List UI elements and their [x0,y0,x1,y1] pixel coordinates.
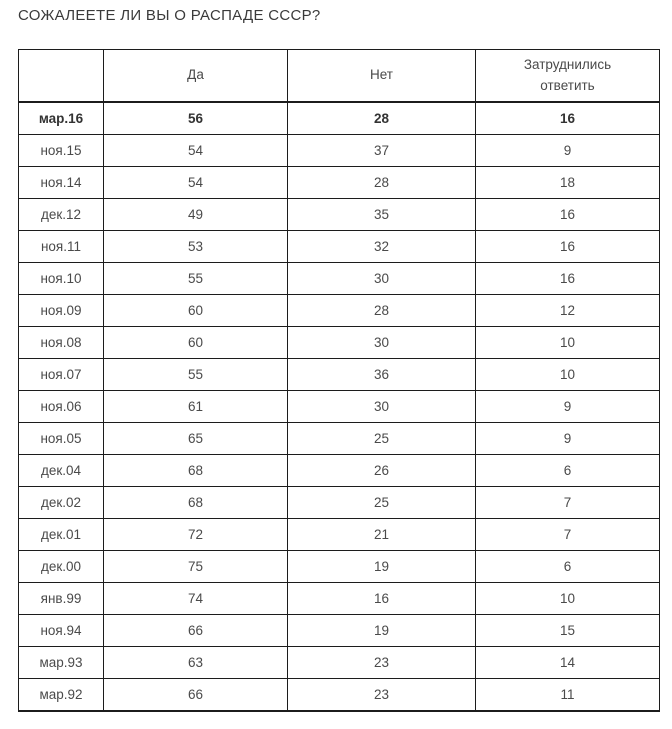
cell-value: 28 [288,102,476,135]
row-label: мар.93 [19,647,104,679]
table-header-row [19,50,660,103]
cell-value: 54 [104,135,288,167]
cell-value: 30 [288,263,476,295]
column-header-no: Нет [288,50,476,103]
cell-value: 14 [476,647,660,679]
table-row [19,647,660,679]
cell-value: 66 [104,679,288,712]
table-row [19,519,660,551]
table-row [19,199,660,231]
cell-value: 55 [104,263,288,295]
cell-value: 7 [476,519,660,551]
poll-results-table [18,49,660,712]
cell-value: 18 [476,167,660,199]
column-header-undecided [476,50,660,103]
cell-value: 16 [476,263,660,295]
row-label: ноя.15 [19,135,104,167]
table-row [19,295,660,327]
cell-value: 12 [476,295,660,327]
row-label: ноя.07 [19,359,104,391]
row-label: ноя.09 [19,295,104,327]
cell-value: 30 [288,391,476,423]
row-label: янв.99 [19,583,104,615]
row-label: ноя.10 [19,263,104,295]
cell-value: 72 [104,519,288,551]
cell-value: 16 [476,231,660,263]
table-row [19,359,660,391]
cell-value: 9 [476,391,660,423]
row-label: дек.12 [19,199,104,231]
row-label: мар.16 [19,102,104,135]
cell-value: 32 [288,231,476,263]
cell-value: 26 [288,455,476,487]
cell-value: 25 [288,423,476,455]
table-row [19,102,660,135]
cell-value: 66 [104,615,288,647]
cell-value: 16 [476,102,660,135]
cell-value: 19 [288,551,476,583]
row-label: ноя.11 [19,231,104,263]
cell-value: 53 [104,231,288,263]
row-label: ноя.14 [19,167,104,199]
cell-value: 68 [104,455,288,487]
row-label: ноя.05 [19,423,104,455]
cell-value: 55 [104,359,288,391]
cell-value: 23 [288,647,476,679]
cell-value: 35 [288,199,476,231]
table-row [19,679,660,712]
table-row [19,231,660,263]
cell-value: 6 [476,455,660,487]
cell-value: 61 [104,391,288,423]
table-row [19,455,660,487]
cell-value: 60 [104,327,288,359]
cell-value: 9 [476,423,660,455]
cell-value: 28 [288,167,476,199]
row-label: дек.01 [19,519,104,551]
table-row [19,391,660,423]
cell-value: 23 [288,679,476,712]
cell-value: 28 [288,295,476,327]
cell-value: 37 [288,135,476,167]
table-row [19,615,660,647]
cell-value: 10 [476,327,660,359]
cell-value: 68 [104,487,288,519]
cell-value: 74 [104,583,288,615]
cell-value: 15 [476,615,660,647]
table-row [19,263,660,295]
cell-value: 63 [104,647,288,679]
table-row [19,167,660,199]
cell-value: 30 [288,327,476,359]
cell-value: 19 [288,615,476,647]
cell-value: 36 [288,359,476,391]
cell-value: 56 [104,102,288,135]
cell-value: 16 [476,199,660,231]
cell-value: 10 [476,359,660,391]
row-label: дек.02 [19,487,104,519]
cell-value: 7 [476,487,660,519]
cell-value: 54 [104,167,288,199]
cell-value: 65 [104,423,288,455]
cell-value: 75 [104,551,288,583]
table-row [19,423,660,455]
row-label: ноя.08 [19,327,104,359]
cell-value: 25 [288,487,476,519]
cell-value: 16 [288,583,476,615]
table-row [19,551,660,583]
table-row [19,327,660,359]
row-label: ноя.06 [19,391,104,423]
column-header-undecided-label: Затруднились ответить [523,57,612,93]
row-label: ноя.94 [19,615,104,647]
cell-value: 49 [104,199,288,231]
column-header-yes: Да [104,50,288,103]
table-row [19,487,660,519]
column-header-period [19,50,104,103]
row-label: дек.04 [19,455,104,487]
cell-value: 9 [476,135,660,167]
cell-value: 10 [476,583,660,615]
table-row [19,135,660,167]
cell-value: 60 [104,295,288,327]
cell-value: 21 [288,519,476,551]
row-label: дек.00 [19,551,104,583]
table-row [19,583,660,615]
row-label: мар.92 [19,679,104,712]
cell-value: 11 [476,679,660,712]
page-title: СОЖАЛЕЕТЕ ЛИ ВЫ О РАСПАДЕ СССР? [18,7,321,24]
cell-value: 6 [476,551,660,583]
table-body [19,102,660,711]
